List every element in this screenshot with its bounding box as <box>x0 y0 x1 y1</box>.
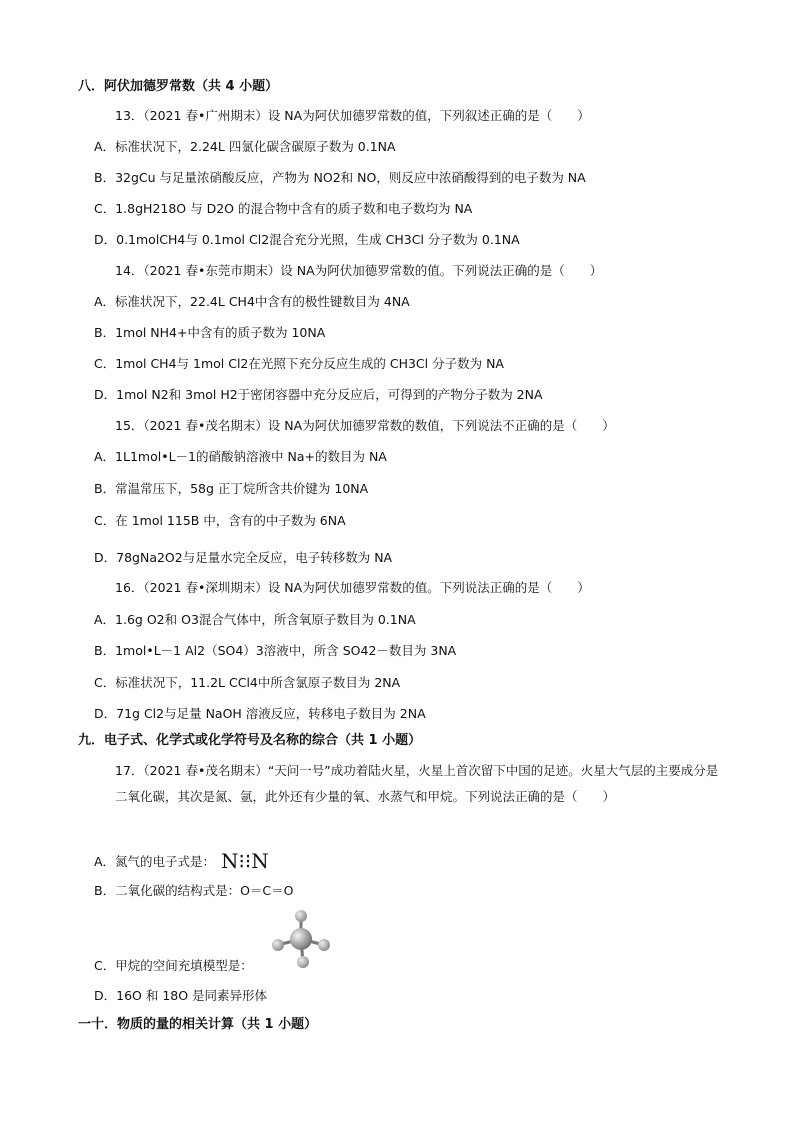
q15-option-b: B．常温常压下，58g 正丁烷所含共价键为 10NA <box>94 481 369 496</box>
q14-option-b: B．1mol NH4+中含有的质子数为 10NA <box>94 325 326 340</box>
q15-stem: 15．（2021 春•茂名期末）设 NA为阿伏加德罗常数的数值，下列说法不正确的是（ ） <box>115 418 615 433</box>
q13-option-a: A．标准状况下，2.24L 四氯化碳含碳原子数为 0.1NA <box>94 139 396 154</box>
methane-space-filling-model-icon <box>268 908 334 970</box>
q15-option-a: A．1L1mol•L－1的硝酸钠溶液中 Na+的数目为 NA <box>94 449 387 464</box>
q17-option-a <box>94 849 269 873</box>
section-10-heading: 一十．物质的量的相关计算（共 1 小题） <box>78 1017 318 1032</box>
q17-option-d: D．16O 和 18O 是同素异形体 <box>94 988 268 1003</box>
section-9-heading: 九．电子式、化学式或化学符号及名称的综合（共 1 小题） <box>78 733 422 748</box>
q14-option-a: A．标准状况下，22.4L CH4中含有的极性键数目为 4NA <box>94 294 410 309</box>
q14-option-c: C．1mol CH4与 1mol Cl2在光照下充分反应生成的 CH3Cl 分子数为 NA <box>94 356 504 371</box>
nitrogen-electron-formula: N⁝⁝N <box>221 849 269 873</box>
q13-option-b: B．32gCu 与足量浓硝酸反应，产物为 NO2和 NO，则反应中浓硝酸得到的电子数为 NA <box>94 170 586 185</box>
q15-option-d: D．78gNa2O2与足量水完全反应，电子转移数为 NA <box>94 550 393 565</box>
q13-option-d: D．0.1molCH4与 0.1mol Cl2混合充分光照，生成 CH3Cl 分子数为 0.1NA <box>94 232 520 247</box>
q13-stem: 13．（2021 春•广州期末）设 NA为阿伏加德罗常数的值，下列叙述正确的是（ ） <box>115 108 590 123</box>
q16-option-d: D．71g Cl2与足量 NaOH 溶液反应，转移电子数目为 2NA <box>94 706 426 721</box>
q17-option-b: B．二氧化碳的结构式是：O＝C＝O <box>94 883 294 898</box>
q16-stem: 16．（2021 春•深圳期末）设 NA为阿伏加德罗常数的值。下列说法正确的是（ ） <box>115 580 590 595</box>
q16-option-b: B．1mol•L－1 Al2（SO4）3溶液中，所含 SO42－数目为 3NA <box>94 643 457 658</box>
q16-option-a: A．1.6g O2和 O3混合气体中，所含氧原子数目为 0.1NA <box>94 612 416 627</box>
q17-option-c: C．甲烷的空间充填模型是： <box>94 958 253 973</box>
q16-option-c: C．标准状况下，11.2L CCl4中所含氯原子数目为 2NA <box>94 675 401 690</box>
q14-option-d: D．1mol N2和 3mol H2于密闭容器中充分反应后，可得到的产物分子数为 2NA <box>94 387 543 402</box>
section-8-heading: 八．阿伏加德罗常数（共 4 小题） <box>78 79 279 94</box>
q13-option-c: C．1.8gH218O 与 D2O 的混合物中含有的质子数和电子数均为 NA <box>94 201 473 216</box>
q17-option-a-label: A．氮气的电子式是： <box>94 854 216 869</box>
q14-stem: 14．（2021 春•东莞市期末）设 NA为阿伏加德罗常数的值。下列说法正确的是（ ） <box>115 263 603 278</box>
q15-option-c: C．在 1mol 115B 中，含有的中子数为 6NA <box>94 513 346 528</box>
q17-stem: 17．（2021 春•茂名期末）“天问一号”成功着陆火星，火星上首次留下中国的足迹。火星大气层的主要成分是二氧化碳，其次是氮、氩，此外还有少量的氧、水蒸气和甲烷。下列说法正确的是（ ） <box>115 763 719 804</box>
